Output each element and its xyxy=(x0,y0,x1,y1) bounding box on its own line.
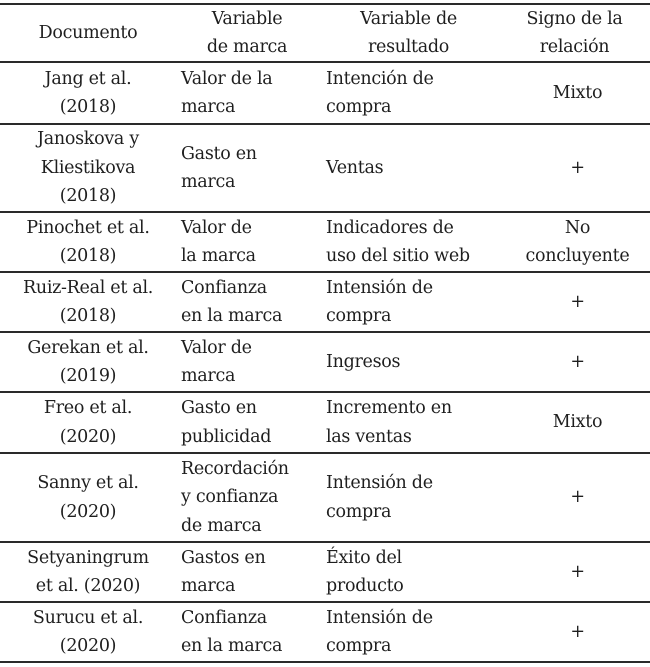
cell-documento xyxy=(0,604,176,661)
cell-text: Éxito del xyxy=(326,547,402,568)
cell-text: + xyxy=(570,351,585,372)
header-signo xyxy=(505,5,650,62)
cell-text: Setyaningrum xyxy=(27,547,149,568)
cell-text: Gastos en xyxy=(181,547,266,568)
table-row xyxy=(0,213,650,273)
cell-text: (2018) xyxy=(59,306,117,326)
cell-text: Ventas xyxy=(326,157,384,178)
cell-text: Surucu et al. xyxy=(32,607,144,628)
header-text: Documento xyxy=(38,22,138,43)
cell-text: Jang et al. xyxy=(44,68,132,89)
literature-table xyxy=(0,3,650,663)
cell-text: de marca xyxy=(181,515,262,536)
cell-text: (2020) xyxy=(59,426,117,447)
cell-text: marca xyxy=(181,576,236,596)
cell-variable-resultado xyxy=(322,274,505,331)
cell-variable-resultado xyxy=(322,544,505,601)
table-row xyxy=(0,333,650,393)
cell-text: et al. (2020) xyxy=(35,576,141,596)
cell-text: compra xyxy=(326,636,392,656)
table-row xyxy=(0,273,650,333)
cell-signo xyxy=(505,348,650,377)
cell-text: publicidad xyxy=(181,426,272,447)
header-text: resultado xyxy=(367,37,450,57)
cell-documento xyxy=(0,125,176,211)
cell-signo xyxy=(505,618,650,647)
cell-text: Kliestikova xyxy=(40,157,136,178)
cell-signo xyxy=(505,154,650,183)
cell-text: Sanny et al. xyxy=(37,473,139,493)
cell-variable-resultado xyxy=(322,214,505,271)
cell-variable-marca xyxy=(176,334,322,391)
cell-text: Intensión de xyxy=(326,277,433,298)
table-row xyxy=(0,454,650,543)
cell-documento xyxy=(0,394,176,451)
header-documento xyxy=(0,19,176,48)
header-text: de marca xyxy=(206,37,288,57)
cell-text: (2018) xyxy=(59,97,117,117)
cell-text: producto xyxy=(326,576,404,596)
cell-text: Confianza xyxy=(181,607,267,628)
table-row xyxy=(0,543,650,603)
cell-text: Incremento en xyxy=(326,398,452,418)
cell-variable-marca xyxy=(176,274,322,331)
cell-text: marca xyxy=(181,97,236,117)
cell-text: en la marca xyxy=(181,306,283,326)
cell-text: Confianza xyxy=(181,277,267,298)
cell-variable-resultado xyxy=(322,469,505,526)
cell-signo xyxy=(505,408,650,437)
cell-text: Intensión de xyxy=(326,473,433,493)
header-text: Variable xyxy=(211,8,283,29)
cell-documento xyxy=(0,274,176,331)
cell-variable-marca xyxy=(176,394,322,451)
cell-signo xyxy=(505,483,650,512)
cell-variable-marca xyxy=(176,544,322,601)
cell-text: + xyxy=(570,291,585,312)
cell-text: + xyxy=(570,487,585,508)
cell-signo xyxy=(505,79,650,108)
cell-text: compra xyxy=(326,306,392,326)
cell-variable-marca xyxy=(176,455,322,541)
header-text: Signo de la xyxy=(526,8,623,29)
cell-text: (2018) xyxy=(59,186,117,207)
cell-text: marca xyxy=(181,172,236,192)
cell-text: + xyxy=(570,157,585,178)
cell-text: Gerekan et al. xyxy=(27,337,149,358)
cell-text: Gasto en xyxy=(181,398,257,418)
header-variable-resultado xyxy=(322,5,505,62)
cell-text: (2020) xyxy=(59,501,117,522)
cell-text: Mixto xyxy=(552,82,603,103)
cell-variable-marca xyxy=(176,65,322,122)
cell-signo xyxy=(505,214,650,271)
cell-text: Freo et al. xyxy=(43,398,133,418)
cell-text: (2018) xyxy=(59,246,117,266)
cell-text: marca xyxy=(181,366,236,386)
header-text: Variable de xyxy=(360,8,457,29)
table-row xyxy=(0,63,650,125)
cell-text: Intensión de xyxy=(326,607,433,628)
table-row xyxy=(0,603,650,663)
cell-documento xyxy=(0,469,176,526)
table-row xyxy=(0,125,650,213)
cell-text: No xyxy=(564,217,591,238)
cell-text: Ingresos xyxy=(326,351,401,372)
cell-text: Valor de la xyxy=(181,68,273,89)
header-text: relación xyxy=(539,37,610,57)
cell-text: Pinochet et al. xyxy=(26,217,150,238)
cell-variable-marca xyxy=(176,140,322,197)
cell-variable-resultado xyxy=(322,348,505,377)
cell-text: Indicadores de xyxy=(326,217,454,238)
cell-variable-resultado xyxy=(322,154,505,183)
cell-text: Intención de xyxy=(326,68,434,89)
cell-text: + xyxy=(570,621,585,642)
cell-variable-marca xyxy=(176,604,322,661)
cell-variable-marca xyxy=(176,214,322,271)
cell-text: concluyente xyxy=(525,246,630,266)
cell-text: (2020) xyxy=(59,636,117,656)
table-row xyxy=(0,393,650,454)
cell-text: + xyxy=(570,561,585,582)
cell-text: Gasto en xyxy=(181,143,257,164)
cell-variable-resultado xyxy=(322,65,505,122)
cell-documento xyxy=(0,544,176,601)
cell-text: las ventas xyxy=(326,426,412,447)
cell-text: en la marca xyxy=(181,636,283,656)
cell-text: Ruiz-Real et al. xyxy=(22,277,154,298)
cell-text: compra xyxy=(326,501,392,522)
cell-text: Janoskova y xyxy=(37,129,139,150)
cell-text: Valor de xyxy=(181,217,252,238)
table-header xyxy=(0,3,650,63)
header-variable-marca xyxy=(176,5,322,62)
cell-text: Recordación xyxy=(181,458,289,479)
cell-signo xyxy=(505,288,650,317)
cell-documento xyxy=(0,65,176,122)
cell-text: y confianza xyxy=(181,487,279,508)
cell-text: uso del sitio web xyxy=(326,246,470,266)
cell-variable-resultado xyxy=(322,604,505,661)
cell-text: la marca xyxy=(181,246,256,266)
cell-signo xyxy=(505,558,650,587)
cell-text: (2019) xyxy=(59,366,117,386)
cell-text: Mixto xyxy=(552,412,603,433)
cell-documento xyxy=(0,214,176,271)
cell-text: compra xyxy=(326,97,392,117)
cell-documento xyxy=(0,334,176,391)
cell-variable-resultado xyxy=(322,394,505,451)
cell-text: Valor de xyxy=(181,337,252,358)
